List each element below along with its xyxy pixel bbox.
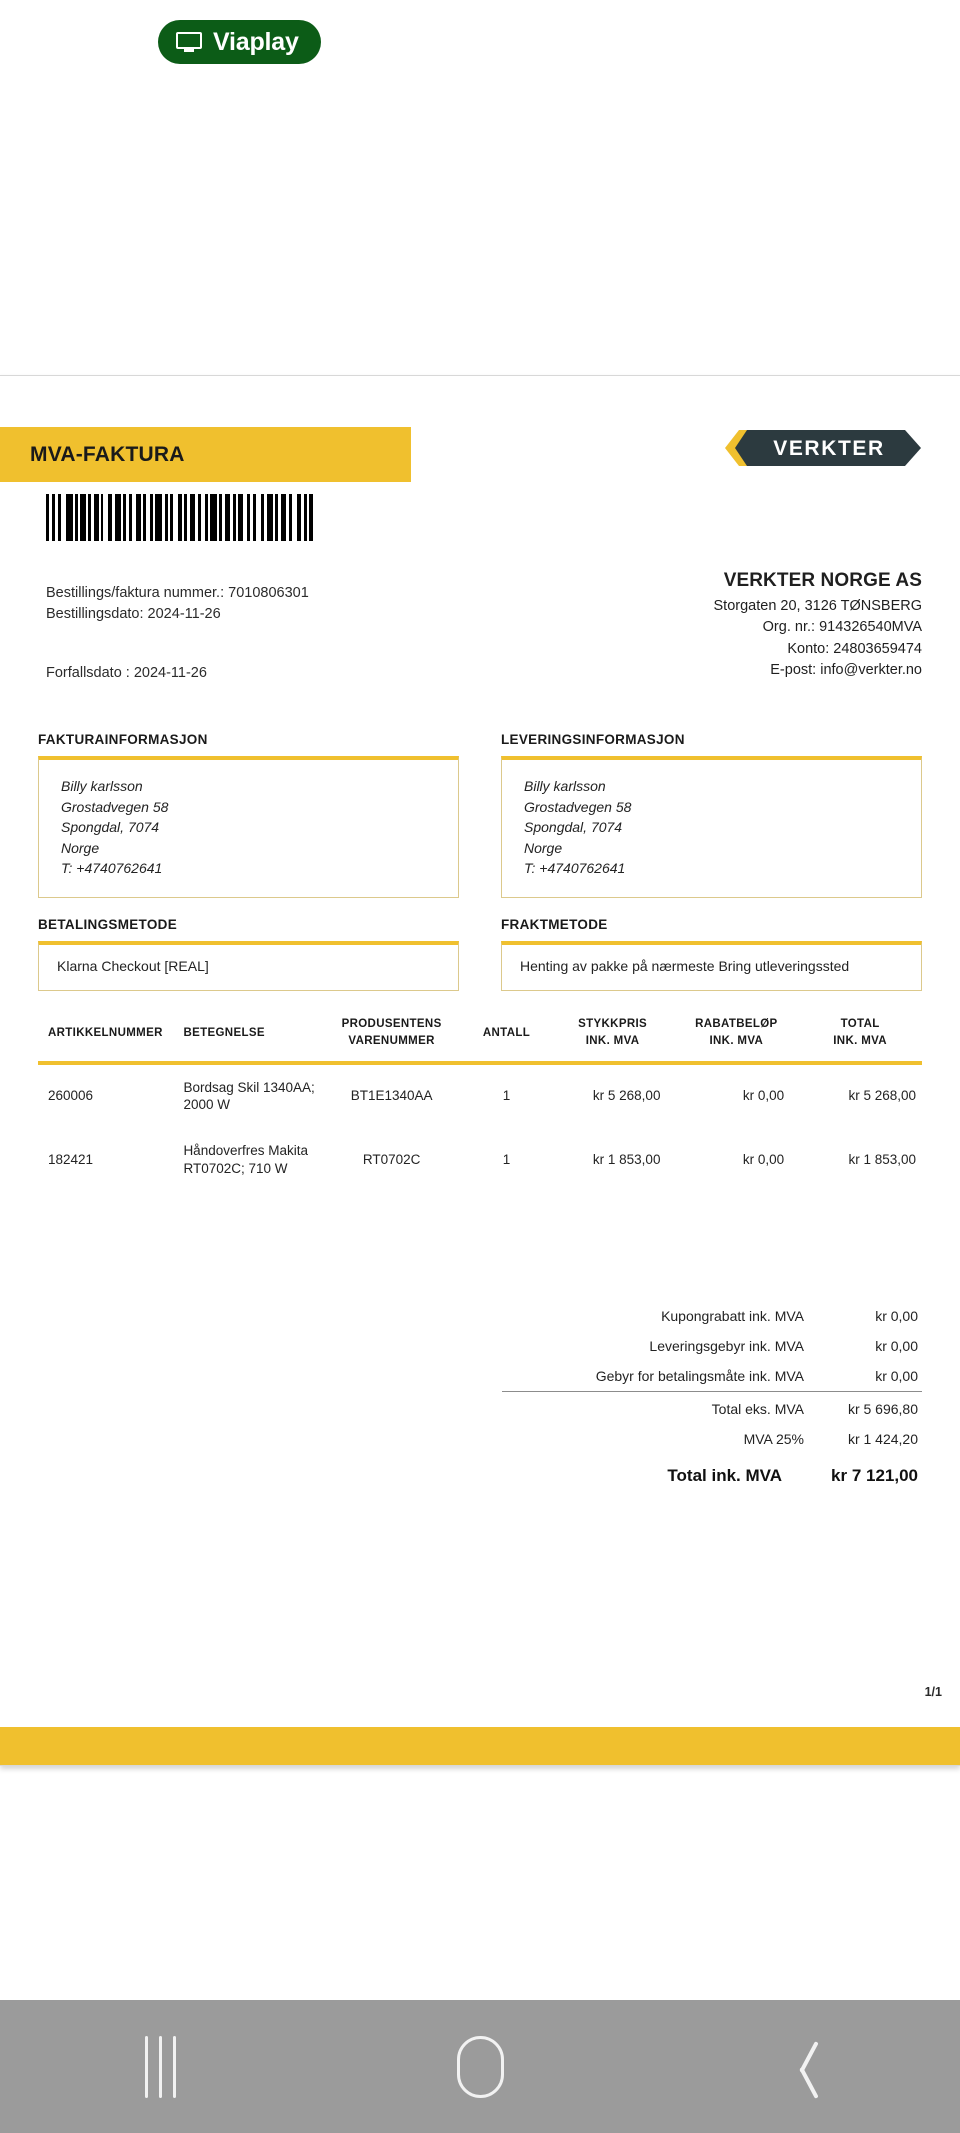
verkter-logo — [725, 428, 922, 468]
payment-method-box — [38, 941, 459, 991]
recents-icon — [145, 2036, 176, 2098]
company-konto: Konto: 24803659474 — [787, 640, 922, 657]
invoice-barcode — [46, 494, 313, 541]
column-header-description: BETEGNELSE — [179, 1010, 320, 1063]
viaplay-label: Viaplay — [213, 27, 299, 56]
cell-description: Bordsag Skil 1340AA; 2000 W — [183, 1079, 315, 1113]
address-line: Grostadvegen 58 — [524, 798, 632, 815]
shipping-method-column — [501, 917, 922, 991]
company-org-nr: Org. nr.: 914326540MVA — [762, 619, 922, 636]
svg-text:VERKTER: VERKTER — [773, 437, 885, 460]
payment-method-heading: BETALINGSMETODE — [38, 917, 178, 932]
nav-home-button[interactable] — [320, 2000, 640, 2133]
shipping-method-box — [501, 941, 922, 991]
table-header-row — [38, 1010, 922, 1063]
footer-accent-bar — [0, 1727, 960, 1765]
page-number: 1/1 — [924, 1685, 942, 1699]
totals-value: kr 0,00 — [875, 1308, 918, 1324]
address-line: Grostadvegen 58 — [61, 798, 169, 815]
column-header-unit-price: STYKKPRIS INK. MVA — [551, 1010, 675, 1063]
totals-value: kr 0,00 — [875, 1338, 918, 1354]
totals-row-grand-total — [502, 1454, 922, 1493]
payment-method-column — [38, 917, 459, 991]
invoice-document — [0, 375, 960, 1766]
totals-label: Gebyr for betalingsmåte ink. MVA — [595, 1368, 804, 1384]
company-email: E-post: info@verkter.no — [770, 662, 922, 679]
grand-total-value: kr 7 121,00 — [831, 1466, 918, 1485]
due-date-line: Forfallsdato : 2024-11-26 — [46, 665, 207, 682]
payment-method-value: Klarna Checkout [REAL] — [57, 958, 209, 974]
invoice-info-column — [38, 732, 459, 898]
address-line: Billy karlsson — [524, 778, 606, 794]
cell-quantity: 1 — [502, 1152, 511, 1168]
totals-row-payment-fee — [502, 1361, 922, 1391]
cell-article-number: 182421 — [48, 1152, 94, 1168]
address-line: T: +4740762641 — [61, 860, 163, 877]
cell-total: kr 5 268,00 — [848, 1088, 916, 1104]
address-line: Norge — [524, 839, 563, 856]
cell-article-number: 260006 — [48, 1088, 94, 1104]
shipping-method-heading: FRAKTMETODE — [501, 917, 608, 932]
column-header-quantity: ANTALL — [462, 1010, 550, 1063]
column-header-total: TOTAL INK. MVA — [798, 1010, 922, 1063]
totals-row-delivery-fee — [502, 1331, 922, 1361]
company-details — [714, 570, 923, 682]
totals-label: MVA 25% — [743, 1431, 804, 1447]
order-meta — [46, 583, 309, 684]
viaplay-notification-pill[interactable] — [158, 20, 321, 64]
company-name: VERKTER NORGE AS — [723, 570, 922, 591]
totals-value: kr 0,00 — [875, 1368, 918, 1384]
android-navigation-bar — [0, 2000, 960, 2133]
address-line: Billy karlsson — [61, 778, 143, 794]
method-boxes-row — [38, 917, 922, 991]
invoice-totals — [502, 1301, 922, 1493]
totals-label: Leveringsgebyr ink. MVA — [649, 1338, 804, 1354]
cell-discount: kr 0,00 — [742, 1088, 785, 1104]
table-row — [38, 1128, 922, 1192]
column-header-discount: RABATBELØP INK. MVA — [674, 1010, 798, 1063]
totals-row-coupon-discount — [502, 1301, 922, 1331]
invoice-title-banner — [0, 427, 411, 482]
cell-total: kr 1 853,00 — [848, 1152, 916, 1168]
order-number-line: Bestillings/faktura nummer.: 7010806301 — [46, 585, 309, 601]
address-line: Spongdal, 7074 — [524, 819, 623, 836]
delivery-info-column — [501, 732, 922, 898]
page-title: MVA-FAKTURA — [30, 442, 185, 466]
address-line: T: +4740762641 — [524, 860, 626, 877]
cell-manufacturer-number: RT0702C — [362, 1152, 421, 1168]
back-chevron-icon — [783, 2038, 817, 2096]
invoice-info-heading: FAKTURAINFORMASJON — [38, 732, 208, 747]
cell-discount: kr 0,00 — [742, 1152, 785, 1168]
delivery-info-heading: LEVERINGSINFORMASJON — [501, 732, 685, 747]
grand-total-label: Total ink. MVA — [667, 1466, 782, 1485]
column-header-manufacturer-number: PRODUSENTENS VARENUMMER — [321, 1010, 462, 1063]
cell-unit-price: kr 1 853,00 — [592, 1152, 661, 1168]
totals-value: kr 1 424,20 — [847, 1431, 918, 1447]
order-date-line: Bestillingsdato: 2024-11-26 — [46, 605, 221, 622]
home-icon — [457, 2036, 504, 2098]
table-row — [38, 1063, 922, 1129]
delivery-info-box — [501, 756, 922, 898]
address-line: Spongdal, 7074 — [61, 819, 160, 836]
invoice-items-table — [38, 1010, 922, 1192]
totals-row-subtotal-excl-vat — [502, 1391, 922, 1424]
address-line: Norge — [61, 839, 100, 856]
totals-row-vat — [502, 1424, 922, 1454]
cell-unit-price: kr 5 268,00 — [592, 1088, 661, 1104]
tv-monitor-icon — [176, 32, 202, 53]
totals-label: Total eks. MVA — [711, 1401, 804, 1417]
shipping-method-value: Henting av pakke på nærmeste Bring utleveringssted — [520, 958, 850, 974]
cell-manufacturer-number: BT1E1340AA — [350, 1088, 433, 1104]
invoice-info-box — [38, 756, 459, 898]
totals-value: kr 5 696,80 — [847, 1401, 918, 1417]
cell-quantity: 1 — [502, 1088, 511, 1104]
info-boxes-row — [38, 732, 922, 898]
totals-label: Kupongrabatt ink. MVA — [661, 1308, 804, 1324]
nav-recents-button[interactable] — [0, 2000, 320, 2133]
nav-back-button[interactable] — [640, 2000, 960, 2133]
company-address: Storgaten 20, 3126 TØNSBERG — [713, 598, 922, 614]
cell-description: Håndoverfres Makita RT0702C; 710 W — [183, 1143, 308, 1177]
column-header-article-number: ARTIKKELNUMMER — [38, 1010, 179, 1063]
